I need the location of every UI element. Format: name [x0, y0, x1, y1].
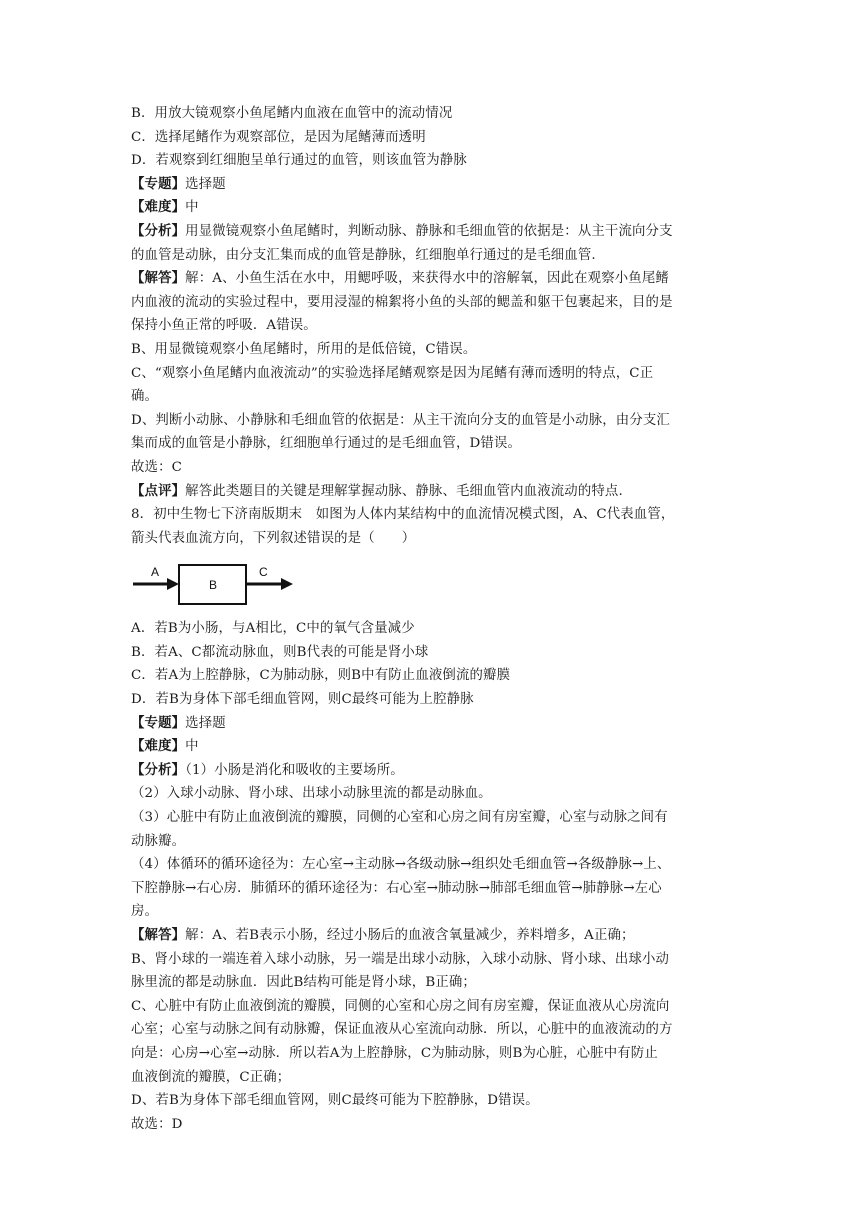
label-c: C	[259, 565, 268, 580]
q7-answer-line: 保持小鱼正常的呼吸．A错误。	[131, 318, 317, 334]
q8-answer-line: 向是：心房→心室→动脉．所以若A为上腔静脉，C为肺动脉，则B为心脏，心脏中有防止	[131, 1045, 658, 1061]
topic-text: 选择题	[185, 715, 226, 731]
q8-answer-line: 心室；心室与动脉之间有动脉瓣，保证血液从心室流向动脉．所以，心脏中的血液流动的方	[131, 1022, 673, 1038]
blood-flow-diagram	[131, 558, 301, 610]
q7-answer-line: C、“观察小鱼尾鳍内血液流动”的实验选择尾鳍观察是因为尾鳍有薄而透明的特点，C正	[131, 365, 654, 381]
q7-answer-choice: 故选：C	[131, 459, 183, 475]
q8-option-d: D．若B为身体下部毛细血管网，则C最终可能为上腔静脉	[131, 692, 474, 708]
analysis-label: 【分析】	[131, 761, 186, 778]
q8-analysis-line: 动脉瓣。	[131, 833, 186, 849]
q8-analysis-line: 下腔静脉→右心房．肺循环的循环途径为：右心室→肺动脉→肺部毛细血管→肺静脉→左心	[131, 880, 662, 896]
q7-answer-line: 集而成的血管是小静脉，红细胞单行通过的是毛细血管，D错误。	[131, 436, 522, 452]
topic-text: 选择题	[185, 176, 226, 192]
q8-answer-line: C、心脏中有防止血液倒流的瓣膜，同侧的心室和心房之间有房室瓣，保证血液从心房流向	[131, 998, 670, 1014]
q7-answer-line: 确。	[131, 389, 159, 405]
difficulty-text: 中	[185, 200, 199, 216]
analysis-label: 【分析】	[131, 222, 186, 239]
q8-analysis-line: （4）体循环的循环途径为：左心室→主动脉→各级动脉→组织处毛细血管→各级静脉→上、	[131, 857, 671, 873]
q8-option-a: A．若B为小肠，与A相比，C中的氧气含量减少	[131, 621, 415, 637]
label-a: A	[151, 565, 160, 580]
analysis-text: （1）小肠是消化和吸收的主要场所。	[185, 762, 404, 778]
q7-analysis-line: 的血管是动脉，由分支汇集而成的血管是静脉，红细胞单行通过的是毛细血管.	[131, 247, 596, 263]
q8-answer-choice: 故选：D	[131, 1116, 183, 1132]
answer-label: 【解答】	[131, 270, 186, 287]
topic-label: 【专题】	[131, 175, 186, 192]
q7-difficulty	[131, 196, 731, 220]
q8-analysis-line: 房。	[131, 904, 159, 920]
q7-answer-line: B、用显微镜观察小鱼尾鳍时，所用的是低倍镜，C错误。	[131, 341, 477, 357]
q8-topic	[131, 712, 731, 736]
q8-option-c: C．若A为上腔静脉，C为肺动脉，则B中有防止血液倒流的瓣膜	[131, 668, 511, 684]
q7-topic	[131, 173, 731, 197]
q8-answer-line: 血液倒流的瓣膜，C正确；	[131, 1069, 291, 1085]
answer-text: 解：A、小鱼生活在水中，用鳃呼吸，来获得水中的溶解氧，因此在观察小鱼尾鳍	[185, 271, 669, 287]
comment-label: 【点评】	[131, 482, 186, 499]
q8-stem: 8．初中生物七下济南版期末 如图为人体内某结构中的血流情况模式图，A、C代表血管，	[131, 507, 675, 523]
q7-option-c: C．选择尾鳍作为观察部位，是因为尾鳍薄而透明	[131, 129, 426, 145]
q8-analysis-line	[131, 759, 731, 783]
q8-answer-line: D、若B为身体下部毛细血管网，则C最终可能为下腔静脉，D错误。	[131, 1093, 539, 1109]
vessel-c-arrow	[246, 578, 293, 590]
vessel-a-arrow	[133, 578, 179, 590]
q7-option-d: D．若观察到红细胞呈单行通过的血管，则该血管为静脉	[131, 153, 467, 169]
q7-option-b: B．用放大镜观察小鱼尾鳍内血液在血管中的流动情况	[131, 106, 453, 121]
difficulty-label: 【难度】	[131, 738, 186, 755]
label-b: B	[209, 578, 218, 593]
difficulty-label: 【难度】	[131, 199, 186, 216]
q8-answer-line	[131, 924, 731, 948]
q7-comment	[131, 480, 731, 504]
q8-analysis-line: （2）入球小动脉、肾小球、出球小动脉里流的都是动脉血。	[131, 786, 492, 802]
q8-option-b: B．若A、C都流动脉血，则B代表的可能是肾小球	[131, 644, 429, 660]
q7-analysis-line	[131, 220, 731, 244]
q7-answer-line: D、判断小动脉、小静脉和毛细血管的依据是：从主干流向分支的血管是小动脉，由分支汇	[131, 412, 670, 428]
topic-label: 【专题】	[131, 714, 186, 731]
q7-answer-line	[131, 267, 731, 291]
q8-stem: 箭头代表血流方向，下列叙述错误的是（ ）	[131, 530, 416, 546]
document-page	[131, 102, 731, 1136]
q8-answer-line: 脉里流的都是动脉血．因此B结构可能是肾小球，B正确；	[131, 975, 476, 991]
difficulty-text: 中	[185, 739, 199, 755]
answer-label: 【解答】	[131, 927, 186, 943]
q8-answer-line: B、肾小球的一端连着入球小动脉，另一端是出球小动脉，入球小动脉、肾小球、出球小动	[131, 951, 670, 967]
comment-text: 解答此类题目的关键是理解掌握动脉、静脉、毛细血管内血液流动的特点.	[185, 483, 623, 499]
q8-difficulty	[131, 735, 731, 759]
q7-answer-line: 内血液的流动的实验过程中，要用浸湿的棉絮将小鱼的头部的鳃盖和躯干包裹起来，目的是	[131, 294, 673, 310]
q8-analysis-line: （3）心脏中有防止血液倒流的瓣膜，同侧的心室和心房之间有房室瓣，心室与动脉之间有	[131, 810, 668, 826]
analysis-text: 用显微镜观察小鱼尾鳍时，判断动脉、静脉和毛细血管的依据是：从主干流向分支	[185, 223, 673, 239]
answer-text: 解：A、若B表示小肠，经过小肠后的血液含氧量减少，养料增多，A正确；	[185, 928, 635, 943]
